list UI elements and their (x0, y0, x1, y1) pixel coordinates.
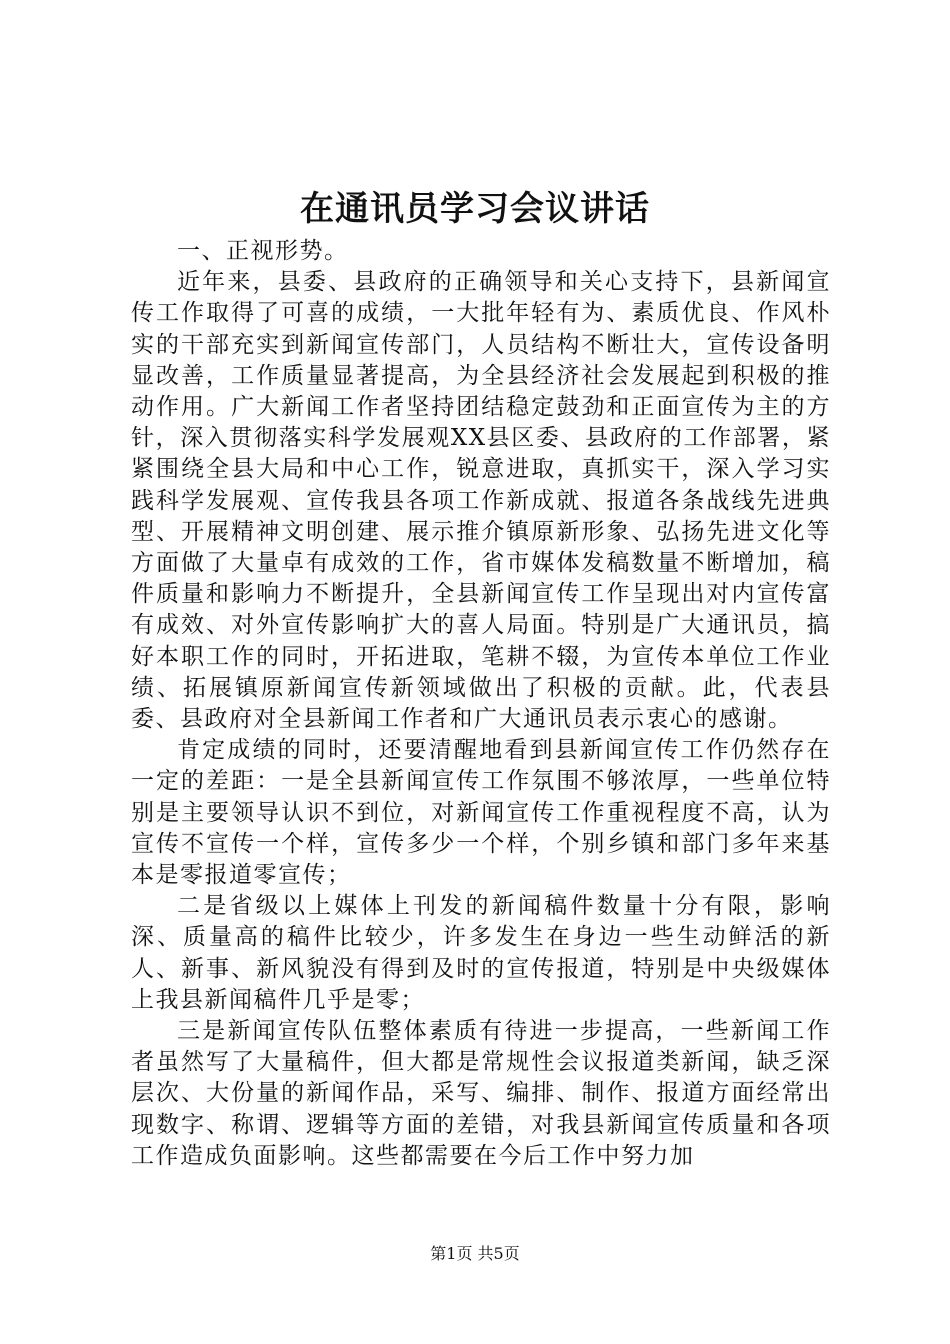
section-heading: 一、正视形势。 (177, 238, 349, 264)
page-number-footer: 第1页 共5页 (430, 1244, 520, 1263)
document-body (131, 236, 831, 1172)
paragraph: 三是新闻宣传队伍整体素质有待进一步提高，一些新闻工作者虽然写了大量稿件，但大都是常规性会议报道类新闻，缺乏深层次、大份量的新闻作品，采写、编排、制作、报道方面经常出现数字、称谓、逻辑等方面的差错，对我县新闻宣传质量和各项工作造成负面影响。这些都需要在今后工作中努力加 (131, 1018, 831, 1169)
document-title: 在通讯员学习会议讲话 (300, 189, 650, 229)
paragraph: 近年来，县委、县政府的正确领导和关心支持下，县新闻宣传工作取得了可喜的成绩，一大批年轻有为、素质优良、作风朴实的干部充实到新闻宣传部门，人员结构不断壮大，宣传设备明显改善，工作质量显著提高，为全县经济社会发展起到积极的推动作用。广大新闻工作者坚持团结稳定鼓劲和正面宣传为主的方针，深入贯彻落实科学发展观XX县区委、县政府的工作部署，紧紧围绕全县大局和中心工作，锐意进取，真抓实干，深入学习实践科学发展观、宣传我县各项工作新成就、报道各条战线先进典型、开展精神文明创建、展示推介镇原新形象、弘扬先进文化等方面做了大量卓有成效的工作，省市媒体发稿数量不断增加，稿件质量和影响力不断提升，全县新闻宣传工作呈现出对内宣传富有成效、对外宣传影响扩大的喜人局面。特别是广大通讯员，搞好本职工作的同时，开拓进取，笔耕不辍，为宣传本单位工作业绩、拓展镇原新闻宣传新领域做出了积极的贡献。此，代表县委、县政府对全县新闻工作者和广大通讯员表示衷心的感谢。 (131, 269, 831, 733)
paragraph: 肯定成绩的同时，还要清醒地看到县新闻宣传工作仍然存在一定的差距：一是全县新闻宣传工作氛围不够浓厚，一些单位特别是主要领导认识不到位，对新闻宣传工作重视程度不高，认为宣传不宣传一个样，宣传多少一个样，个别乡镇和部门多年来基本是零报道零宣传； (131, 737, 831, 889)
paragraph: 二是省级以上媒体上刊发的新闻稿件数量十分有限，影响深、质量高的稿件比较少，许多发生在身边一些生动鲜活的新人、新事、新风貌没有得到及时的宣传报道，特别是中央级媒体上我县新闻稿件几乎是零； (131, 893, 831, 1013)
